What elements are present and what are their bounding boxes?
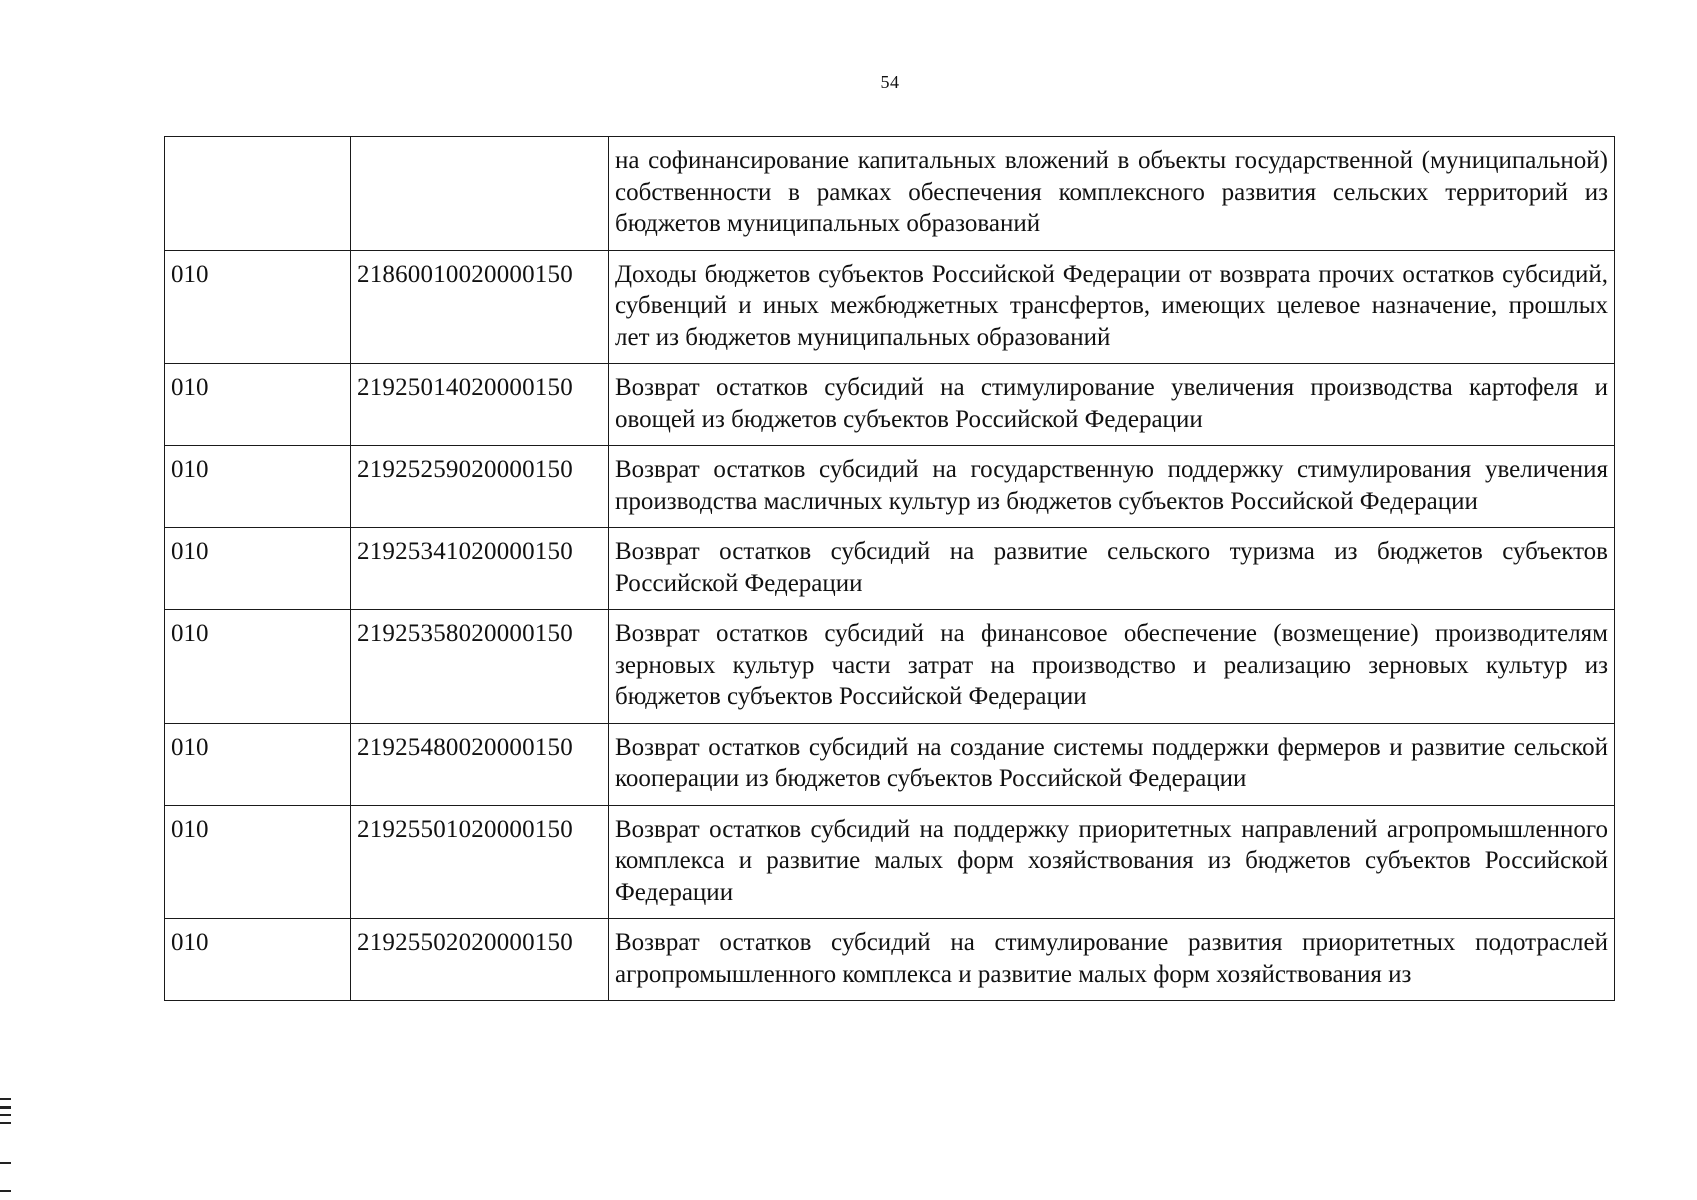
description-cell: Возврат остатков субсидий на стимулирование увеличения производства картофеля и овощей из бюджетов субъектов Российской Федерации [609, 364, 1615, 446]
admin-code-cell: 010 [165, 446, 351, 528]
table-row [165, 364, 1615, 446]
budget-code-cell: 21925502020000150 [351, 919, 609, 1001]
scan-edge-mark [0, 1190, 11, 1192]
table-row [165, 723, 1615, 805]
budget-code-cell: 21860010020000150 [351, 250, 609, 364]
description-cell: Возврат остатков субсидий на создание системы поддержки фермеров и развитие сельской кооперации из бюджетов субъектов Российской Федерации [609, 723, 1615, 805]
description-cell: Возврат остатков субсидий на развитие сельского туризма из бюджетов субъектов Российской Федерации [609, 528, 1615, 610]
scan-edge-mark [0, 1162, 11, 1164]
admin-code-cell: 010 [165, 528, 351, 610]
admin-code-cell: 010 [165, 919, 351, 1001]
page-number: 54 [880, 72, 900, 92]
admin-code-cell: 010 [165, 250, 351, 364]
budget-code-cell: 21925259020000150 [351, 446, 609, 528]
scan-edge-mark [0, 1122, 11, 1124]
admin-code-cell: 010 [165, 364, 351, 446]
table-row [165, 137, 1615, 251]
table-row [165, 919, 1615, 1001]
scan-edge-mark [0, 1114, 11, 1116]
description-cell: Возврат остатков субсидий на финансовое обеспечение (возмещение) производителям зерновых культур части затрат на производство и реализацию зерновых культур из бюджетов субъектов Российской Федерации [609, 610, 1615, 724]
admin-code-cell: 010 [165, 805, 351, 919]
scan-edge-mark [0, 1098, 11, 1100]
table-row [165, 528, 1615, 610]
table-row [165, 446, 1615, 528]
table-body [165, 137, 1615, 1001]
table-row [165, 805, 1615, 919]
scan-edge-mark [0, 1106, 11, 1109]
budget-code-cell: 21925358020000150 [351, 610, 609, 724]
budget-code-cell: 21925014020000150 [351, 364, 609, 446]
budget-code-cell: 21925501020000150 [351, 805, 609, 919]
budget-codes-table [164, 136, 1615, 1001]
description-cell: Возврат остатков субсидий на стимулирование развития приоритетных подотраслей агропромышленного комплекса и развитие малых форм хозяйствования из [609, 919, 1615, 1001]
description-cell: Доходы бюджетов субъектов Российской Федерации от возврата прочих остатков субсидий, субвенций и иных межбюджетных трансфертов, имеющих целевое назначение, прошлых лет из бюджетов муниципальных образований [609, 250, 1615, 364]
description-cell: Возврат остатков субсидий на государственную поддержку стимулирования увеличения производства масличных культур из бюджетов субъектов Российской Федерации [609, 446, 1615, 528]
budget-code-cell: 21925480020000150 [351, 723, 609, 805]
description-cell: на софинансирование капитальных вложений в объекты государственной (муниципальной) собственности в рамках обеспечения комплексного развития сельских территорий из бюджетов муниципальных образований [609, 137, 1615, 251]
admin-code-cell: 010 [165, 610, 351, 724]
table-row [165, 250, 1615, 364]
description-cell: Возврат остатков субсидий на поддержку приоритетных направлений агропромышленного комплекса и развитие малых форм хозяйствования из бюджетов субъектов Российской Федерации [609, 805, 1615, 919]
admin-code-cell: 010 [165, 723, 351, 805]
admin-code-cell [165, 137, 351, 251]
budget-code-cell [351, 137, 609, 251]
table-row [165, 610, 1615, 724]
budget-code-cell: 21925341020000150 [351, 528, 609, 610]
